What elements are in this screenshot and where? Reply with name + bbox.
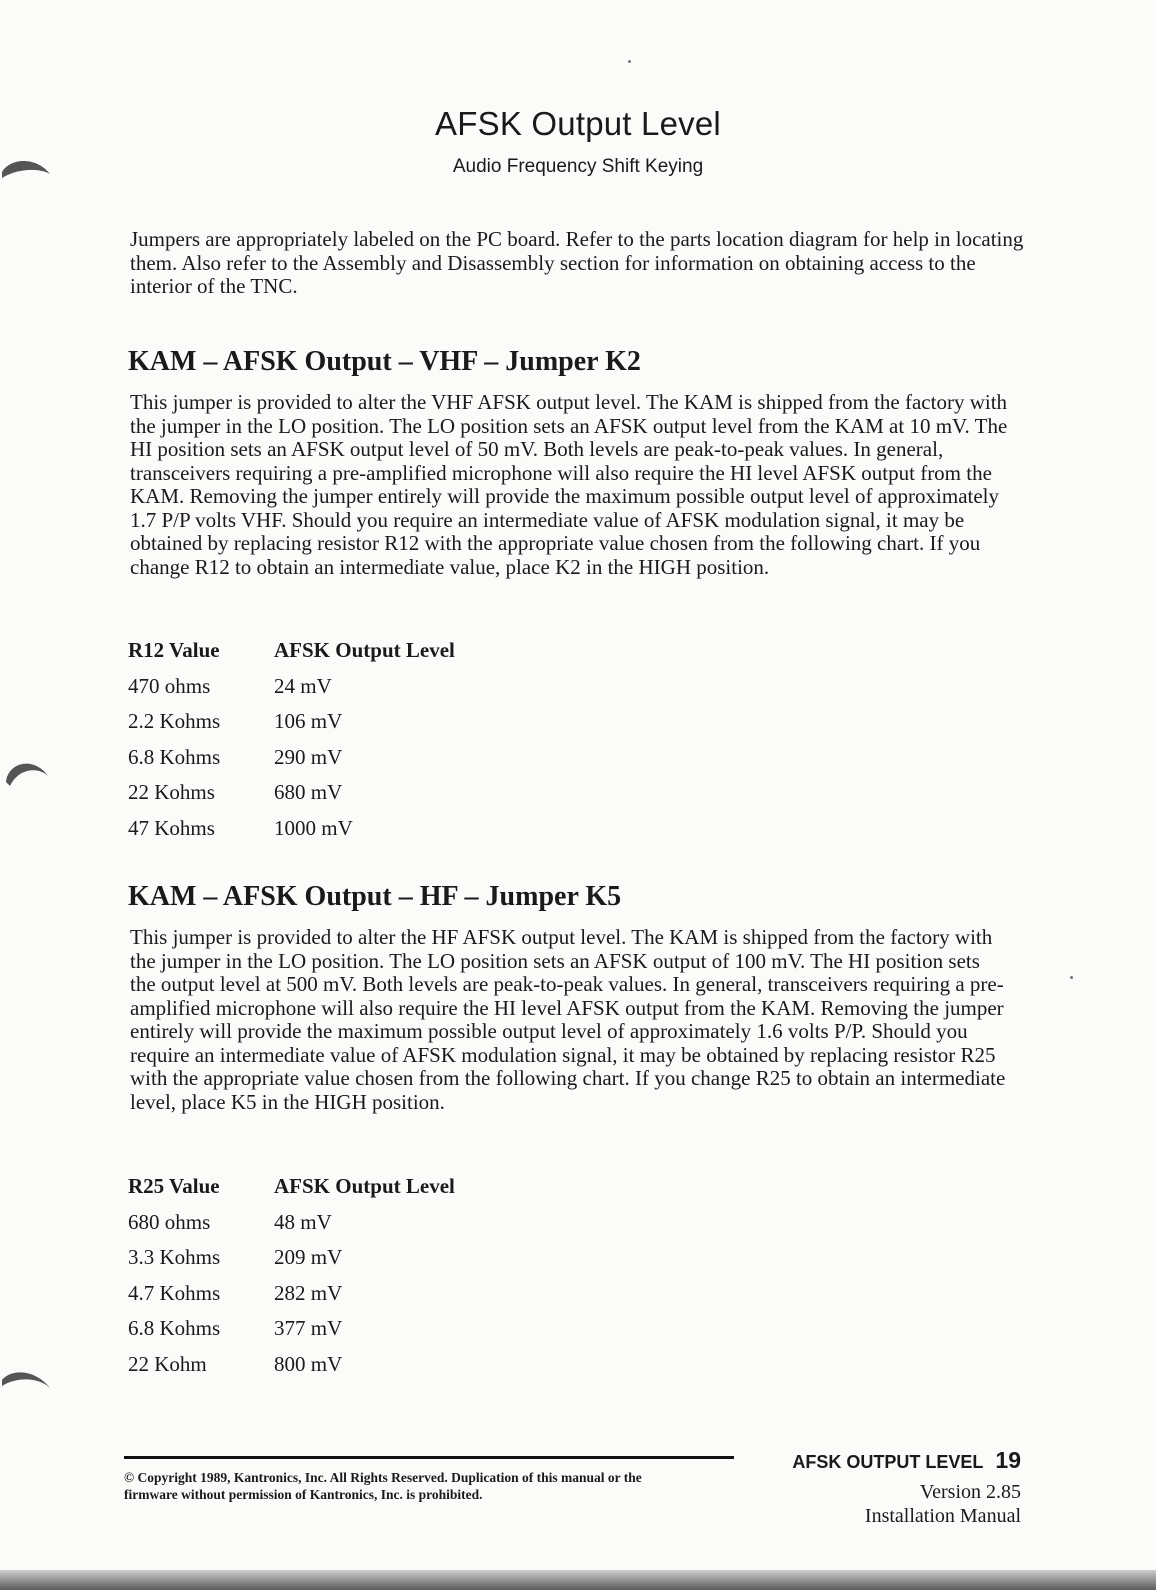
table-row xyxy=(128,745,455,781)
table-header-row xyxy=(128,1174,455,1210)
copyright-notice: © Copyright 1989, Kantronics, Inc. All Rights Reserved. Duplication of this manual or the firmware without permission of Kantronics, Inc. is prohibited. xyxy=(124,1470,642,1502)
footer-info xyxy=(792,1447,1021,1528)
footer-manual: Installation Manual xyxy=(864,1505,1021,1527)
resistor-value: 470 ohms xyxy=(128,673,211,698)
resistor-value: 47 Kohms xyxy=(128,815,215,840)
resistor-value: 22 Kohm xyxy=(128,1351,207,1376)
output-level: 24 mV xyxy=(274,673,332,698)
output-level: 48 mV xyxy=(274,1209,332,1234)
table-row xyxy=(128,1316,455,1352)
table-header-cell: AFSK Output Level xyxy=(274,638,455,662)
output-level: 106 mV xyxy=(274,709,343,733)
output-level: 282 mV xyxy=(274,1280,343,1305)
page-title: AFSK Output Level xyxy=(435,105,721,142)
footer-section-title: AFSK OUTPUT LEVEL xyxy=(792,1452,984,1472)
section-heading-vhf: KAM – AFSK Output – VHF – Jumper K2 xyxy=(128,346,641,377)
section-heading-hf: KAM – AFSK Output – HF – Jumper K5 xyxy=(128,881,622,912)
r12-value-table xyxy=(128,638,455,851)
section-body-vhf: This jumper is provided to alter the VHF AFSK output level. The KAM is shipped from the factory with the jumper in the LO position. The LO position sets an AFSK output level from the KAM at 10 mV. The HI position sets an AFSK output level of 50 mV. Both levels are peak-to-peak values. In general, transceivers requiring a pre-amplified microphone will also require the HI level AFSK output from the KAM. Removing the jumper entirely will provide the maximum possible output level of approximately 1.7 P/P volts VHF. Should you require an intermediate value of AFSK modulation signal, it may be obtained by replacing resistor R12 with the appropriate value chosen from the following chart. If you change R12 to obtain an intermediate value, place K2 in the HIGH position. xyxy=(130,390,1008,579)
resistor-value: 3.3 Kohms xyxy=(128,1245,221,1269)
scan-speck xyxy=(1070,976,1073,979)
intro-paragraph: Jumpers are appropriately labeled on the PC board. Refer to the parts location diagram for help in locating them. Also refer to the Assembly and Disassembly section for information on obtaining access to the interior of the TNC. xyxy=(130,227,1024,298)
resistor-value: 680 ohms xyxy=(128,1209,211,1234)
output-level: 680 mV xyxy=(274,780,343,804)
table-header-cell: AFSK Output Level xyxy=(274,1174,455,1198)
footer-version: Version 2.85 xyxy=(919,1481,1021,1503)
binder-hole-middle xyxy=(0,752,52,792)
table-row xyxy=(128,1210,455,1246)
resistor-value: 2.2 Kohms xyxy=(128,709,221,733)
output-level: 377 mV xyxy=(274,1316,343,1340)
output-level: 1000 mV xyxy=(274,815,353,840)
table-row xyxy=(128,780,455,816)
scan-bottom-edge xyxy=(0,1570,1156,1590)
output-level: 800 mV xyxy=(274,1351,343,1376)
scan-speck xyxy=(628,60,631,63)
footer-rule xyxy=(124,1456,734,1459)
table-row xyxy=(128,1245,455,1281)
resistor-value: 6.8 Kohms xyxy=(128,1316,221,1340)
table-row xyxy=(128,674,455,710)
table-header-cell: R12 Value xyxy=(128,638,220,662)
table-row xyxy=(128,1281,455,1317)
output-level: 290 mV xyxy=(274,744,343,769)
resistor-value: 4.7 Kohms xyxy=(128,1280,221,1305)
page-subtitle: Audio Frequency Shift Keying xyxy=(452,156,704,177)
r25-value-table xyxy=(128,1174,455,1387)
table-header-cell: R25 Value xyxy=(128,1174,220,1198)
output-level: 209 mV xyxy=(274,1245,343,1269)
table-row xyxy=(128,709,455,745)
table-row xyxy=(128,1352,455,1388)
section-body-hf: This jumper is provided to alter the HF AFSK output level. The KAM is shipped from the factory with the jumper in the LO position. The LO position sets an AFSK output of 100 mV. The HI position sets the output level at 500 mV. Both levels are peak-to-peak values. In general, transceivers requiring a pre-amplified microphone will also require the HI level AFSK output from the KAM. Removing the jumper entirely will provide the maximum possible output level of approximately 1.6 volts P/P. Should you require an intermediate value of AFSK modulation signal, it may be obtained by replacing resistor R25 with the appropriate value chosen from the following chart. If you change R25 to obtain an intermediate level, place K5 in the HIGH position. xyxy=(130,925,1006,1114)
resistor-value: 22 Kohms xyxy=(128,780,215,804)
table-header-row xyxy=(128,638,455,674)
page-number: 19 xyxy=(995,1447,1021,1473)
table-row xyxy=(128,816,455,852)
resistor-value: 6.8 Kohms xyxy=(128,744,221,769)
binder-hole-bottom xyxy=(0,1362,52,1402)
